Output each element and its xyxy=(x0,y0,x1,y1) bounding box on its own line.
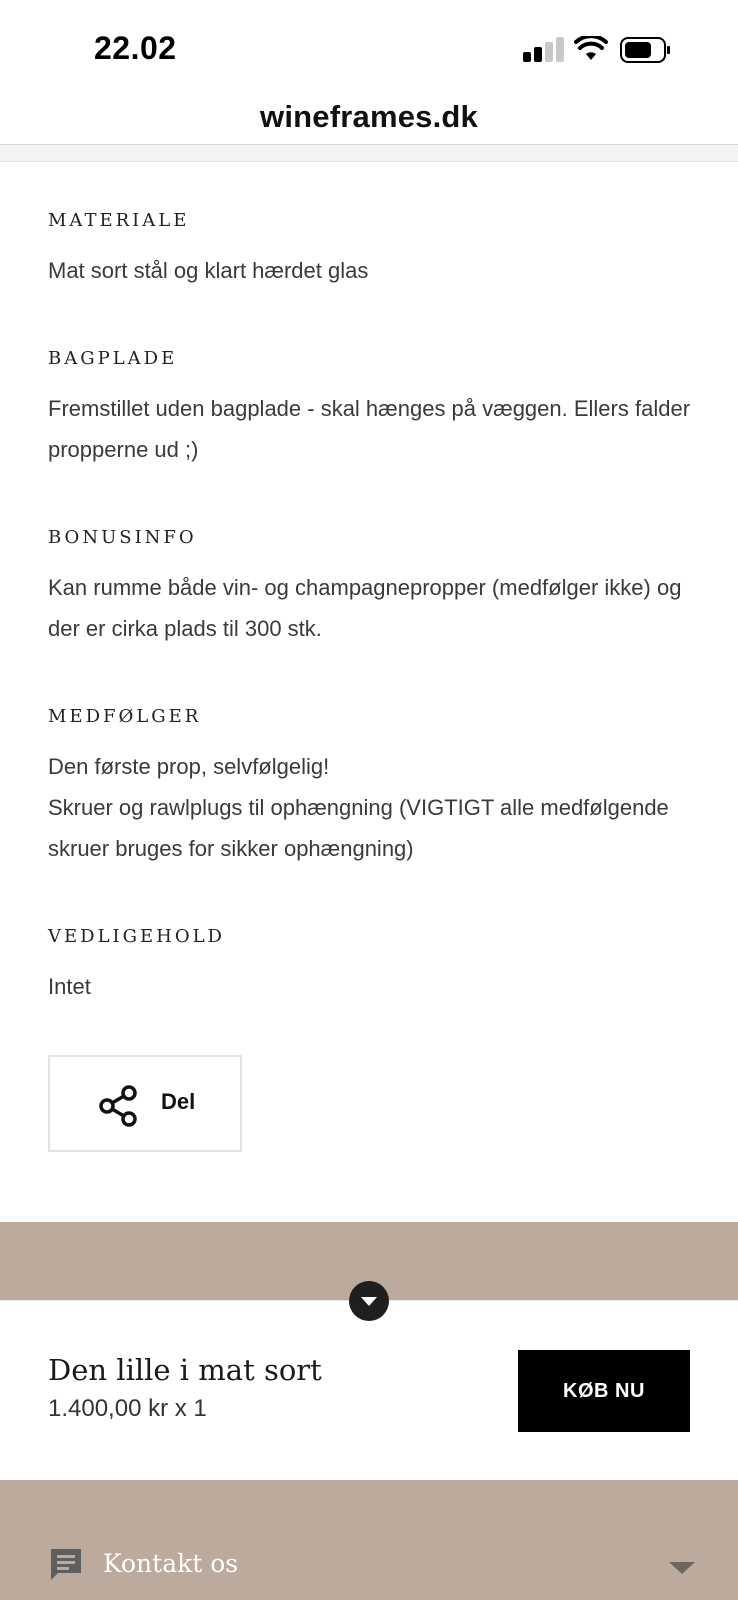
contact-us-link[interactable]: Kontakt os xyxy=(103,1549,239,1578)
share-icon xyxy=(98,1085,140,1132)
signal-icon xyxy=(523,38,563,62)
section-label-medfolger: MEDFØLGER xyxy=(48,706,202,727)
address-bar[interactable] xyxy=(0,92,738,144)
section-label-bagplade: BAGPLADE xyxy=(48,348,178,369)
header-shadow xyxy=(0,145,738,162)
url-text: wineframes.dk xyxy=(260,99,478,134)
share-label: Del xyxy=(161,1089,196,1114)
chat-icon xyxy=(48,1546,84,1587)
section-text-bonusinfo: Kan rumme både vin- og champagnepropper (medfølger ikke) og der er cirka plads til 300 stk. xyxy=(48,575,682,641)
product-price: 1.400,00 kr x 1 xyxy=(48,1395,207,1422)
status-bar xyxy=(0,0,738,92)
medfolger-line: Skruer og rawlplugs til ophængning (VIGTIGT alle medfølgende skruer bruges for sikker ophængning) xyxy=(48,795,669,861)
section-label-materiale: MATERIALE xyxy=(48,210,190,231)
medfolger-line: Den første prop, selvfølgelig! xyxy=(48,754,330,779)
chevron-down-icon[interactable] xyxy=(669,1562,695,1574)
buy-now-button[interactable]: KØB NU xyxy=(518,1350,690,1432)
share-button[interactable] xyxy=(48,1055,242,1152)
section-label-bonusinfo: BONUSINFO xyxy=(48,527,197,548)
battery-icon xyxy=(620,37,672,63)
section-text-materiale: Mat sort stål og klart hærdet glas xyxy=(48,258,369,283)
collapse-toggle-icon[interactable] xyxy=(349,1281,389,1321)
status-time: 22.02 xyxy=(94,30,177,66)
product-name: Den lille i mat sort xyxy=(48,1353,322,1387)
section-text-vedligehold: Intet xyxy=(48,974,91,999)
wifi-icon xyxy=(574,36,608,67)
footer xyxy=(0,1480,738,1600)
section-label-vedligehold: VEDLIGEHOLD xyxy=(48,926,225,947)
section-text-medfolger xyxy=(48,746,698,869)
section-text-bagplade: Fremstillet uden bagplade - skal hænges på væggen. Ellers falder propperne ud ;) xyxy=(48,396,691,462)
